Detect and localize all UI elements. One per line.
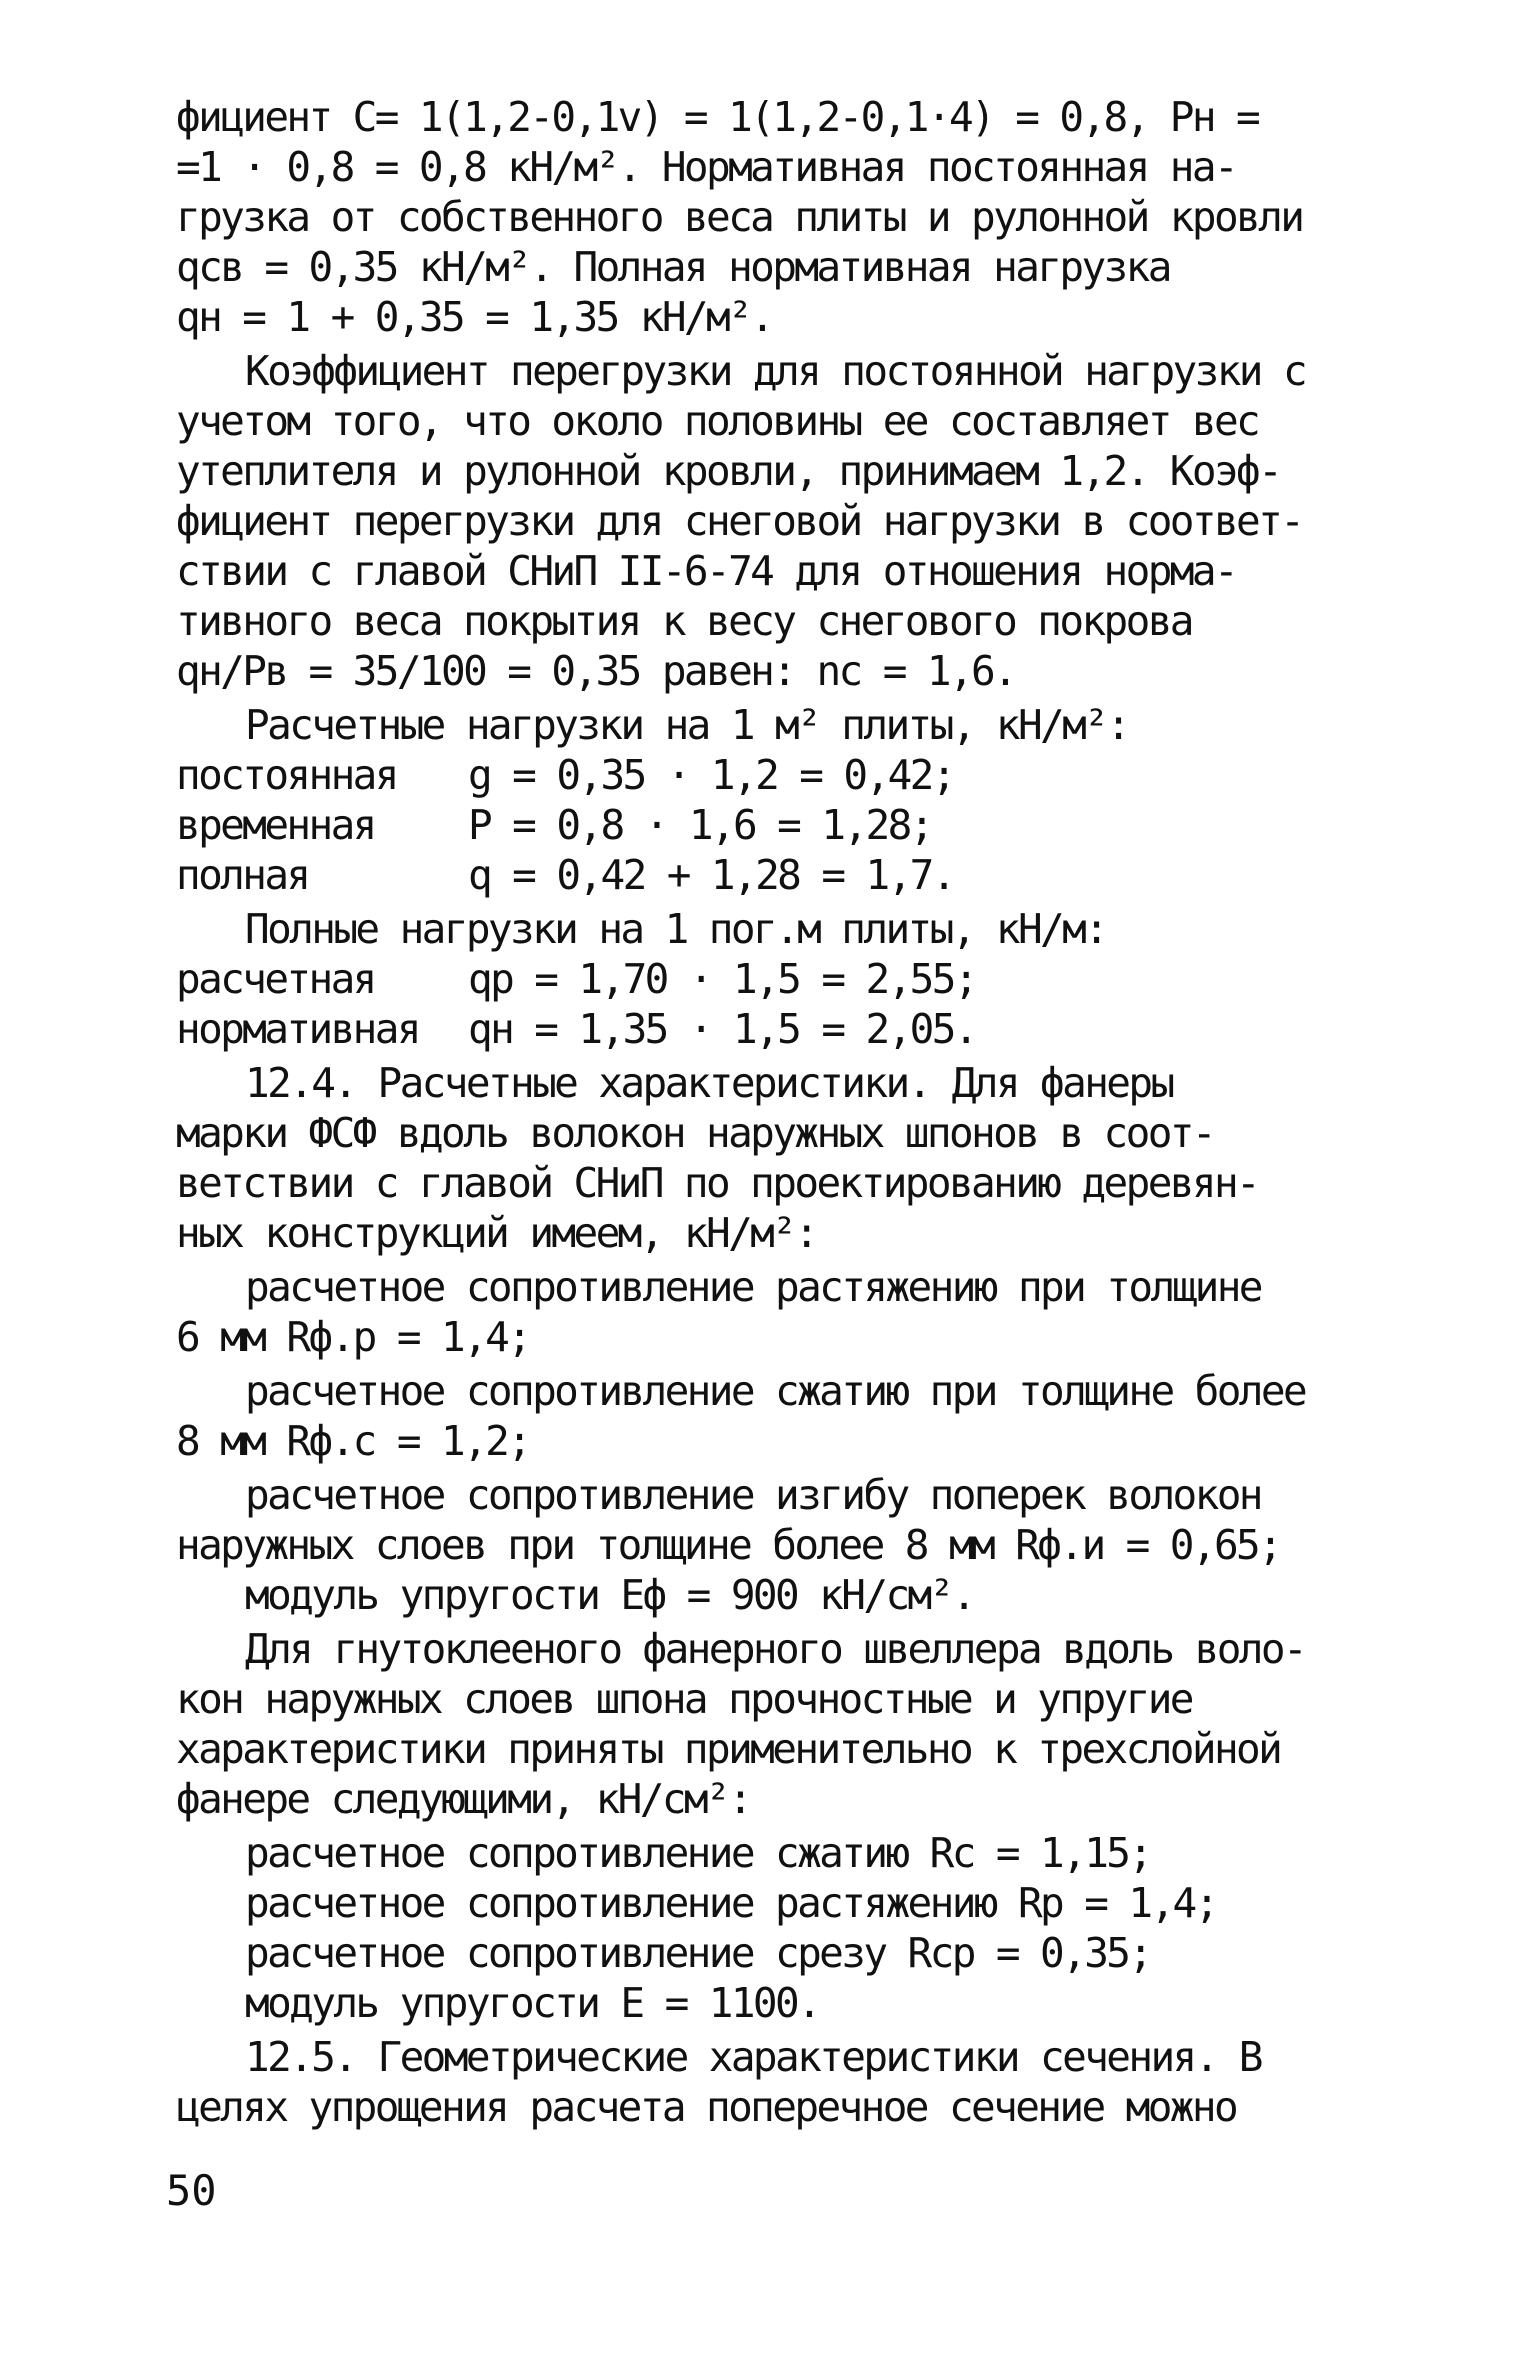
text-line: тивного веса покрытия к весу снегового покрова — [176, 597, 1192, 645]
load-label: нормативная — [176, 1005, 419, 1053]
section-12-5-heading: 12.5. Геометрические характеристики сечения. В — [245, 2033, 1261, 2081]
text-line: марки ФСФ вдоль волокон наружных шпонов в соот- — [176, 1109, 1214, 1157]
text-line: qсв = 0,35 кН/м². Полная нормативная нагрузка — [176, 243, 1170, 291]
load-value: g = 0,35 · 1,2 = 0,42; — [468, 751, 954, 799]
text-line: qн = 1 + 0,35 = 1,35 кН/м². — [176, 293, 773, 341]
text-line: 8 мм Rф.с = 1,2; — [176, 1417, 530, 1465]
text-line: учетом того, что около половины ее составляет вес — [176, 397, 1259, 445]
section-12-4-heading: 12.4. Расчетные характеристики. Для фанеры — [245, 1059, 1173, 1107]
text-line: расчетное сопротивление сжатию при толщине более — [245, 1367, 1306, 1415]
text-line: расчетное сопротивление растяжению при толщине — [245, 1263, 1261, 1311]
text-line: расчетное сопротивление сжатию Rс = 1,15; — [245, 1829, 1151, 1877]
page-number: 50 — [166, 2166, 217, 2215]
text-line: Полные нагрузки на 1 пог.м плиты, кН/м: — [245, 905, 1107, 953]
text-line: кон наружных слоев шпона прочностные и упругие — [176, 1675, 1192, 1723]
text-line: Расчетные нагрузки на 1 м² плиты, кН/м²: — [245, 701, 1129, 749]
load-value: q = 0,42 + 1,28 = 1,7. — [468, 851, 954, 899]
text-line: наружных слоев при толщине более 8 мм Rф.и = 0,65; — [176, 1521, 1281, 1569]
text-line: Коэффициент перегрузки для постоянной нагрузки с — [245, 347, 1306, 395]
text-line: фанере следующими, кН/см²: — [176, 1775, 751, 1823]
load-label: расчетная — [176, 955, 375, 1003]
text-line: грузка от собственного веса плиты и рулонной кровли — [176, 193, 1303, 241]
load-label: временная — [176, 801, 375, 849]
text-line: расчетное сопротивление срезу Rср = 0,35; — [245, 1929, 1151, 1977]
text-line: фициент C= 1(1,2-0,1v) = 1(1,2-0,1·4) = 0,8, Pн = — [176, 93, 1259, 141]
text-line: =1 · 0,8 = 0,8 кН/м². Нормативная постоянная на- — [176, 143, 1237, 191]
load-value: P = 0,8 · 1,6 = 1,28; — [468, 801, 932, 849]
text-line: qн/Pв = 35/100 = 0,35 равен: nс = 1,6. — [176, 647, 1016, 695]
text-line: ных конструкций имеем, кН/м²: — [176, 1209, 817, 1257]
load-value: qр = 1,70 · 1,5 = 2,55; — [468, 955, 976, 1003]
text-line: целях упрощения расчета поперечное сечение можно — [176, 2083, 1237, 2131]
text-line: 6 мм Rф.р = 1,4; — [176, 1313, 530, 1361]
text-line: Для гнутоклееного фанерного швеллера вдоль воло- — [245, 1625, 1306, 1673]
text-line: расчетное сопротивление изгибу поперек волокон — [245, 1471, 1261, 1519]
text-line: ветствии с главой СНиП по проектированию деревян- — [176, 1159, 1259, 1207]
text-line: модуль упругости E = 1100. — [245, 1979, 820, 2027]
text-line: фициент перегрузки для снеговой нагрузки в соответ- — [176, 497, 1303, 545]
load-label: постоянная — [176, 751, 397, 799]
text-line: модуль упругости Eф = 900 кН/см². — [245, 1571, 974, 1619]
text-line: ствии с главой СНиП II-6-74 для отношения норма- — [176, 547, 1237, 595]
text-line: расчетное сопротивление растяжению Rр = 1,4; — [245, 1879, 1217, 1927]
load-value: qн = 1,35 · 1,5 = 2,05. — [468, 1005, 976, 1053]
text-line: утеплителя и рулонной кровли, принимаем 1,2. Коэф- — [176, 447, 1281, 495]
load-label: полная — [176, 851, 309, 899]
text-line: характеристики приняты применительно к трехслойной — [176, 1725, 1281, 1773]
